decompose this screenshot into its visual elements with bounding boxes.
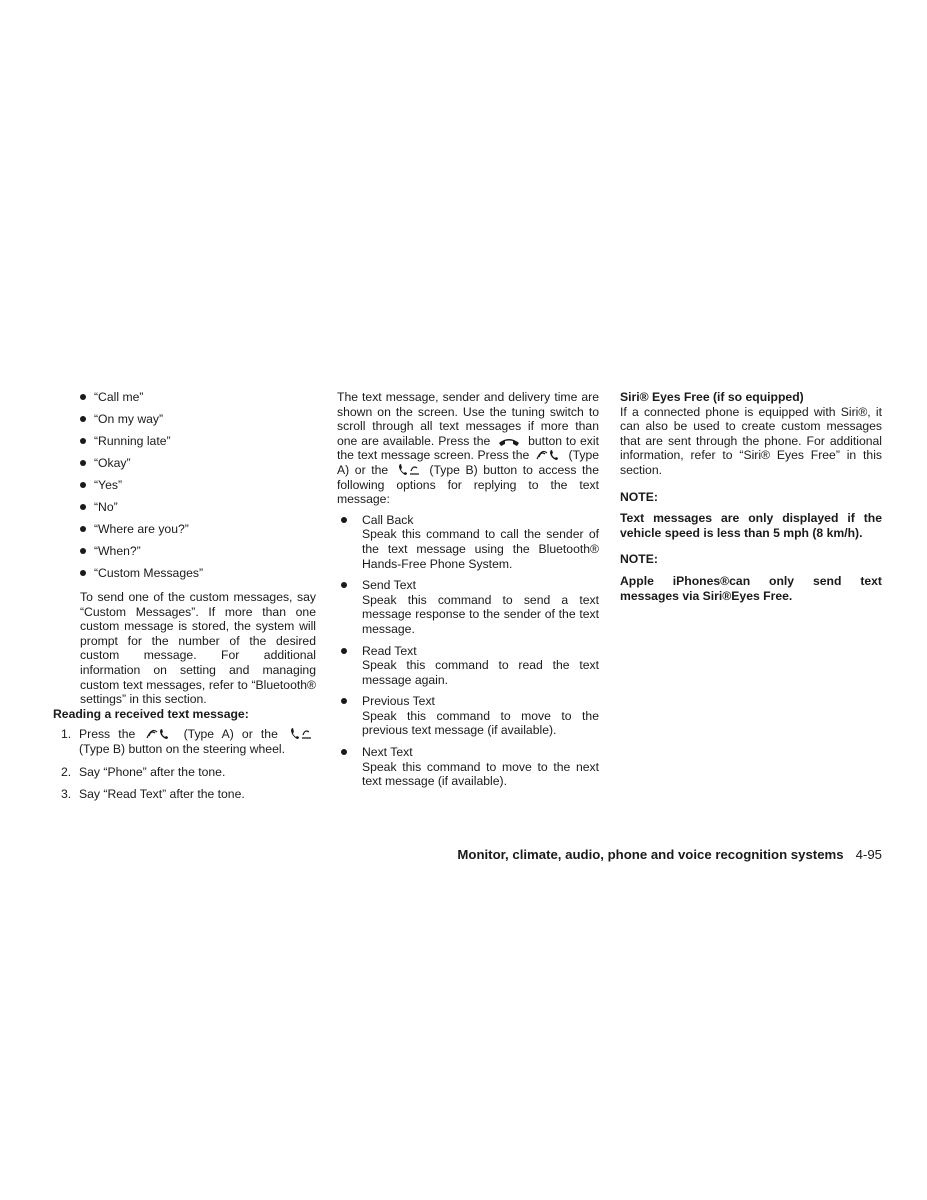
intro-text: The text message, sender and delivery time are shown on the screen. Use the tuning switch to scroll through all text messages if more than one are available. Press the <box>337 390 599 448</box>
list-item <box>337 644 599 688</box>
step-text: Press the <box>79 727 136 742</box>
step-text: Say “Read Text” after the tone. <box>79 787 245 802</box>
step-number: 1. <box>61 727 72 742</box>
phone-talk-type-a-icon <box>146 727 172 741</box>
option-description: Speak this command to call the sender of the text message using the Bluetooth® Hands-Free Phone System. <box>362 527 599 571</box>
reply-options-list <box>337 513 599 789</box>
step-number: 2. <box>61 764 72 779</box>
list-item <box>337 745 599 789</box>
page-number: 4-95 <box>855 847 882 862</box>
list-item <box>337 694 599 738</box>
phone-talk-type-b-icon <box>397 463 421 477</box>
middle-column <box>337 390 599 796</box>
section-heading: Reading a received text message: <box>53 706 249 721</box>
list-item: “Where are you?” <box>80 522 316 544</box>
list-item <box>337 578 599 636</box>
option-title: Call Back <box>362 512 414 527</box>
step-item <box>53 727 316 756</box>
list-item: “Yes” <box>80 478 316 500</box>
step-text: Say “Phone” after the tone. <box>79 764 226 779</box>
step-item <box>53 787 316 802</box>
list-item: “Call me” <box>80 390 316 412</box>
page-footer <box>400 848 882 863</box>
option-title: Next Text <box>362 745 413 760</box>
note-text: Apple iPhones®can only send text messages via Siri®Eyes Free. <box>620 573 882 603</box>
option-description: Speak this command to move to the next text message (if available). <box>362 759 599 789</box>
list-item: “When?” <box>80 544 316 566</box>
siri-paragraph: If a connected phone is equipped with Siri®, it can also be used to create custom messages that are sent through the phone. For additional information, refer to “Siri® Eyes Free” in this section. <box>620 404 882 477</box>
right-column <box>620 390 882 603</box>
step-text: (Type B) button on the steering wheel. <box>79 741 285 756</box>
intro-paragraph <box>337 390 599 507</box>
option-description: Speak this command to send a text message response to the sender of the text message. <box>362 592 599 636</box>
list-item: “Running late” <box>80 434 316 456</box>
hang-up-icon <box>497 436 521 448</box>
left-column <box>53 390 316 810</box>
note-text: Text messages are only displayed if the vehicle speed is less than 5 mph (8 km/h). <box>620 511 882 540</box>
note-label: NOTE: <box>620 552 658 567</box>
option-description: Speak this command to read the text message again. <box>362 658 599 687</box>
step-item <box>53 765 316 780</box>
option-title: Read Text <box>362 643 417 658</box>
intro-text: button to exit the text message screen. Press the <box>337 433 599 463</box>
list-item: “Custom Messages” <box>80 566 316 588</box>
intro-text: (Type B) button to access the following options for replying to the text message: <box>337 462 599 507</box>
option-description: Speak this command to move to the previous text message (if available). <box>362 708 599 738</box>
list-item: “On my way” <box>80 412 316 434</box>
option-title: Previous Text <box>362 694 435 709</box>
intro-text: (Type A) or the <box>337 448 600 477</box>
phone-talk-type-b-icon <box>289 727 313 741</box>
phone-talk-type-a-icon <box>536 448 562 462</box>
list-item <box>337 513 599 571</box>
option-title: Send Text <box>362 578 416 593</box>
section-title: Monitor, climate, audio, phone and voice recognition systems <box>457 847 844 862</box>
step-number: 3. <box>61 787 72 802</box>
list-item: “Okay” <box>80 456 316 478</box>
custom-messages-paragraph: To send one of the custom messages, say “Custom Messages”. If more than one custom message is stored, the system will prompt for the number of the desired custom message. For additional information on setting and managing custom text messages, refer to “Bluetooth® settings” in this section. <box>80 590 316 707</box>
siri-heading: Siri® Eyes Free (if so equipped) <box>620 390 804 404</box>
preset-messages-list <box>53 390 316 588</box>
steps-list <box>53 727 316 801</box>
note-label: NOTE: <box>620 489 658 504</box>
list-item: “No” <box>80 500 316 522</box>
step-text: (Type A) or the <box>183 727 278 742</box>
